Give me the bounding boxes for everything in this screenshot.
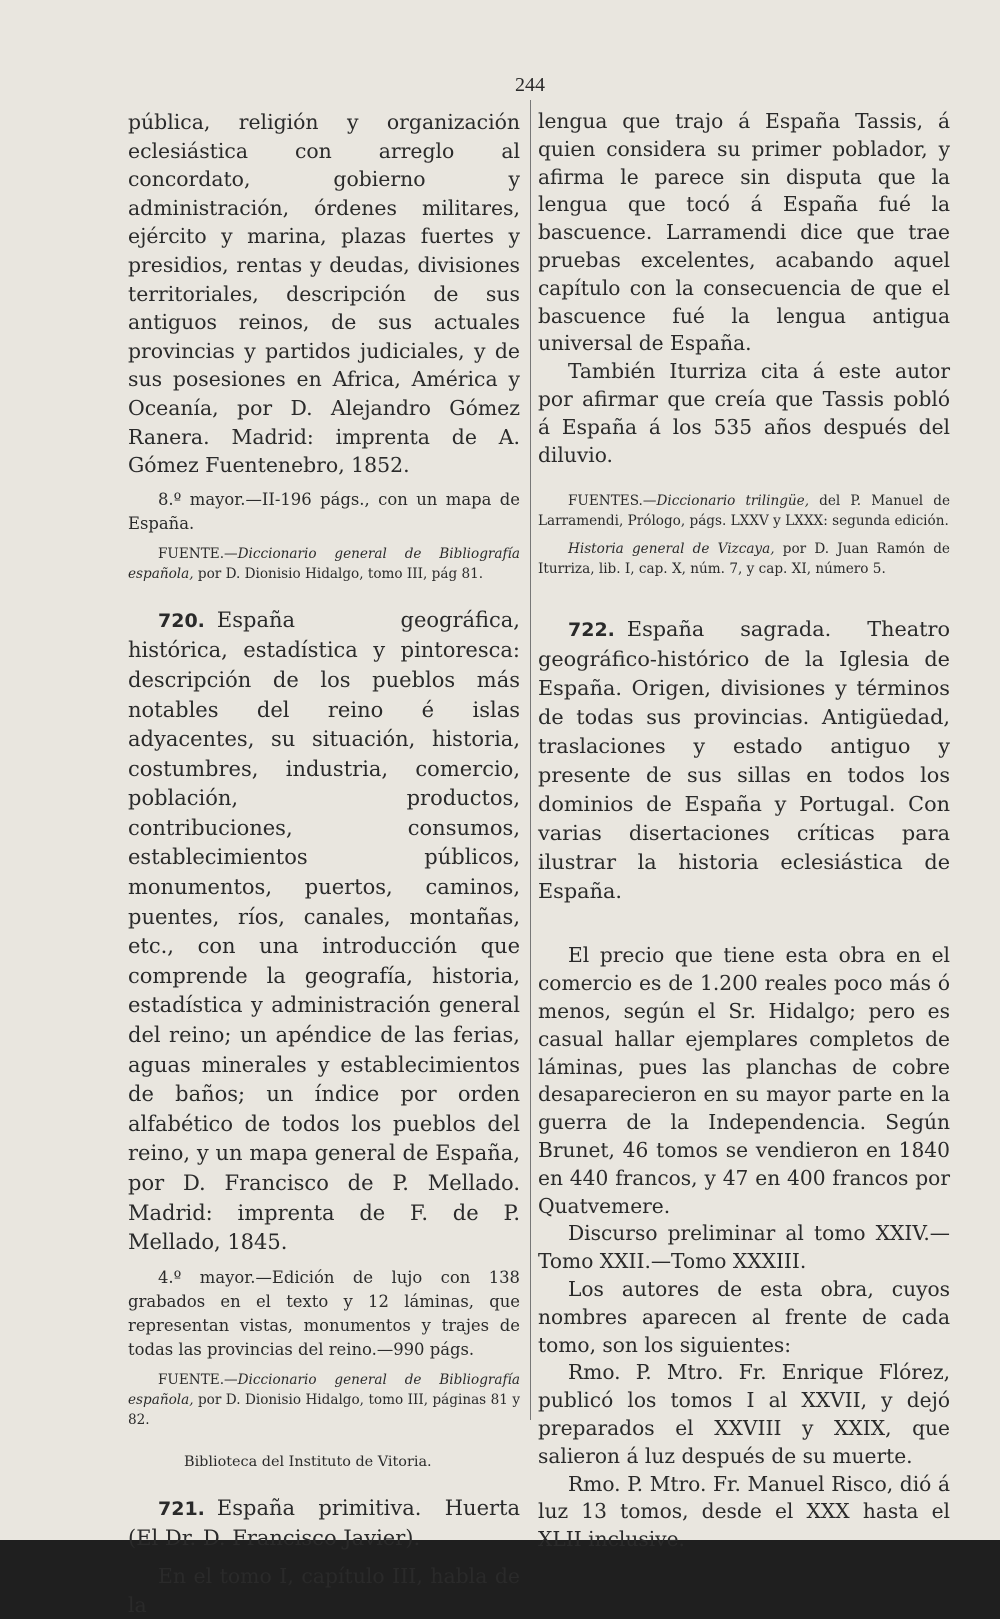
entry-720-format: 4.º mayor.—Edición de lujo con 138 grabados en el texto y 12 láminas, que representan vistas, monumentos y trajes de todas las provincias del reino.—990 págs. [128,1267,520,1359]
left-column [128,108,520,1619]
entry-721 [128,1494,520,1554]
source-details: por D. Dionisio Hidalgo, tomo III, pág 81. [193,565,484,582]
entry-title: España geográfica, histórica, estadística y pintoresca: descripción de los pueblos más notables del reino é islas adyacentes, su situación, historia, costumbres, industria, comercio, población, productos, contribuciones, consumos, establecimientos públicos, monumentos, puertos, caminos, puentes, ríos, canales, montañas, etc., con una introducción que comprende la geografía, historia, estadística y administración general del reino; un apéndice de las ferias, aguas minerales y establecimientos de baños; un índice por orden alfabético de todos los pueblos del reino, y un mapa general de España, por D. Francisco de P. Mellado. Madrid: imprenta de F. de P. Mellado, 1845. [128,607,520,1255]
entry-722-authors: Los autores de esta obra, cuyos nombres aparecen al frente de cada tomo, son los siguientes: [538,1276,950,1357]
entry-722-author-florez: Rmo. P. Mtro. Fr. Enrique Flórez, publicó los tomos I al XXVII, y dejó preparados el XXVIII y XXIX, que salieron á luz después de su muerte. [538,1360,950,1468]
source-label: FUENTE.— [158,1371,238,1388]
page-number: 244 [515,74,545,96]
source-details: del P. Manuel de Larramendi, Prólogo, págs. LXXV y LXXX: segunda edición. [538,493,950,530]
source-title: Diccionario trilingüe, [656,493,810,510]
entry-722-author-risco: Rmo. P. Mtro. Fr. Manuel Risco, dió á luz 13 tomos, desde el XXX hasta el XLII inclusive. [538,1471,950,1552]
source-label: FUENTES.— [568,493,657,510]
entry-title: España primitiva. Huerta (El Dr. D. Francisco Javier). [128,1495,520,1551]
entry-720 [128,606,520,1258]
right-column [538,108,950,1554]
source-title: Diccionario general de Bibliografía española, [128,545,520,582]
source-details: por D. Juan Ramón de Iturriza, lib. I, cap. X, núm. 7, y cap. XI, número 5. [538,541,950,578]
entry-721-intro: En el tomo I, capítulo III, habla de la [128,1563,520,1617]
source-details: por D. Dionisio Hidalgo, tomo III, páginas 81 y 82. [128,1391,520,1428]
entry-721-source-1 [538,491,950,531]
entry-721-continuation: lengua que trajo á España Tassis, á quien considera su primer poblador, y afirma le parece sin disputa que la lengua que tocó á España fué la bascuence. Larramendi dice que trae pruebas excelentes, acabando aquel capítulo con la consecuencia de que el bascuence fué la lengua antigua universal de España. [538,109,950,356]
entry-720-source [128,1370,520,1430]
entry-722-price: El precio que tiene esta obra en el comercio es de 1.200 reales poco más ó menos, según el Sr. Hidalgo; pero es casual hallar ejemplares completos de láminas, pues las planchas de cobre desaparecieron en su mayor parte en la guerra de la Independencia. Según Brunet, 46 tomos se vendieron en 1840 en 440 francos, y 47 en 400 francos por Quatvemere. [538,943,950,1218]
source-title: Diccionario general de Bibliografía española, [128,1371,520,1408]
entry-719-source [128,544,520,584]
source-title: Historia general de Vizcaya, [568,541,775,558]
entry-722-discurso: Discurso preliminar al tomo XXIV.—Tomo XXII.—Tomo XXXIII. [538,1221,950,1274]
entry-title: España sagrada. Theatro geográfico-histórico de la Iglesia de España. Origen, divisiones y términos de todas sus provincias. Antigüedad, traslaciones y estado antiguo y presente de sus sillas en todos los dominios de España y Portugal. Con varias disertaciones críticas para ilustrar la historia eclesiástica de España. [538,617,950,904]
entry-number: 720. [158,609,205,632]
source-label: FUENTE.— [158,545,238,562]
entry-number: 721. [158,1497,205,1520]
entry-720-library: Biblioteca del Instituto de Vitoria. [184,1453,432,1470]
entry-722 [538,615,950,906]
entry-721-paragraph: También Iturriza cita á este autor por afirmar que creía que Tassis pobló á España á los 535 años después del diluvio. [538,359,950,467]
entry-721-source-2 [538,539,950,579]
entry-719-format: 8.º mayor.—II-196 págs., con un mapa de España. [128,489,520,533]
entry-number: 722. [568,619,615,642]
column-divider [530,100,531,1420]
entry-719-continuation: pública, religión y organización eclesiástica con arreglo al concordato, gobierno y administración, órdenes militares, ejército y marina, plazas fuertes y presidios, rentas y deudas, divisiones territoriales, descripción de sus antiguos reinos, de sus actuales provincias y partidos judiciales, y de sus posesiones en Africa, América y Oceanía, por D. Alejandro Gómez Ranera. Madrid: imprenta de A. Gómez Fuentenebro, 1852. [128,110,520,478]
